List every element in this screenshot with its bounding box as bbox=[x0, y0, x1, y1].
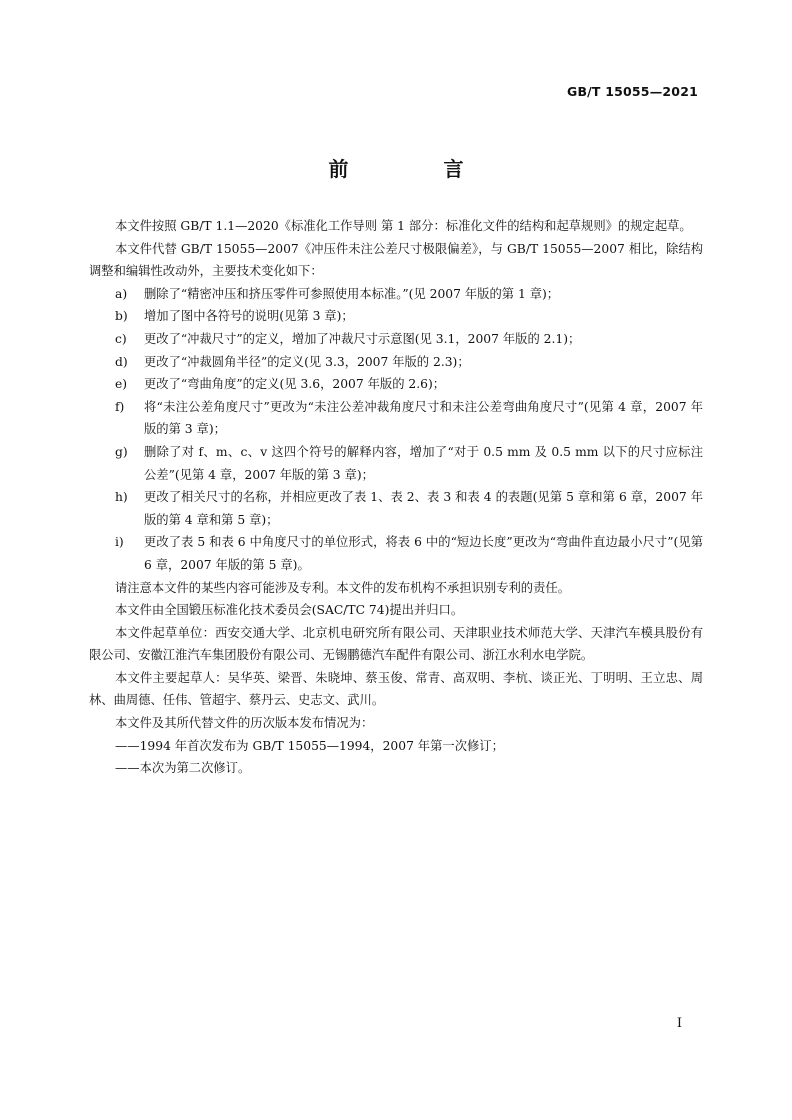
change-item-text: 更改了相关尺寸的名称，并相应更改了表 1、表 2、表 3 和表 4 的表题(见第 5 章和第 6 章，2007 年版的第 4 章和第 5 章)； bbox=[144, 490, 703, 527]
history-item: ——1994 年首次发布为 GB/T 15055—1994，2007 年第一次修订； bbox=[115, 738, 504, 753]
change-item-text: 更改了表 5 和表 6 中角度尺寸的单位形式，将表 6 中的“短边长度”更改为“弯曲件直边最小尺寸”(见第 6 章，2007 年版的第 5 章)。 bbox=[144, 535, 703, 572]
change-item-label: f) bbox=[115, 399, 125, 414]
change-item bbox=[89, 351, 703, 374]
change-item bbox=[89, 283, 703, 306]
history-item: ——本次为第二次修订。 bbox=[115, 761, 251, 776]
paragraph-drafters: 本文件主要起草人：吴华英、梁晋、朱晓坤、蔡玉俊、常青、高双明、李杭、谈正光、丁明明、王立忠、周林、曲周德、任伟、管超宇、蔡丹云、史志文、武川。 bbox=[89, 670, 703, 708]
paragraph-patent-notice: 请注意本文件的某些内容可能涉及专利。本文件的发布机构不承担识别专利的责任。 bbox=[115, 580, 570, 595]
change-list bbox=[89, 283, 703, 577]
change-item bbox=[89, 305, 703, 328]
paragraph-replacement: 本文件代替 GB/T 15055—2007《冲压件未注公差尺寸极限偏差》，与 GB/T 15055—2007 相比，除结构调整和编辑性改动外，主要技术变化如下： bbox=[89, 241, 703, 279]
change-item-label: a) bbox=[115, 286, 128, 301]
change-item-text: 增加了图中各符号的说明(见第 3 章)； bbox=[144, 309, 354, 324]
page-title: 前 言 bbox=[328, 157, 508, 181]
change-item-text: 更改了“弯曲角度”的定义(见 3.6，2007 年版的 2.6)； bbox=[144, 377, 446, 392]
change-item-text: 更改了“冲裁尺寸”的定义，增加了冲裁尺寸示意图(见 3.1，2007 年版的 2.1)； bbox=[144, 331, 581, 346]
paragraph-drafting-units: 本文件起草单位：西安交通大学、北京机电研究所有限公司、天津职业技术师范大学、天津汽车模具股份有限公司、安徽江淮汽车集团股份有限公司、无锡鹏德汽车配件有限公司、浙江水利水电学院。 bbox=[89, 625, 703, 663]
paragraph-history-intro: 本文件及其所代替文件的历次版本发布情况为： bbox=[115, 716, 374, 731]
change-item-label: c) bbox=[115, 331, 127, 346]
standard-id: GB/T 15055—2021 bbox=[566, 84, 698, 99]
change-item-label: g) bbox=[115, 444, 128, 459]
change-item bbox=[89, 441, 703, 486]
change-item-text: 更改了“冲裁圆角半径”的定义(见 3.3，2007 年版的 2.3)； bbox=[144, 354, 470, 369]
change-item bbox=[89, 328, 703, 351]
change-item bbox=[89, 486, 703, 531]
change-item-label: b) bbox=[115, 309, 128, 324]
change-item-label: d) bbox=[115, 354, 128, 369]
paragraph-drafting-rules: 本文件按照 GB/T 1.1—2020《标准化工作导则 第 1 部分：标准化文件的结构和起草规则》的规定起草。 bbox=[115, 219, 692, 233]
change-item bbox=[89, 373, 703, 396]
document-body bbox=[89, 215, 703, 780]
change-item-text: 删除了“精密冲压和挤压零件可参照使用本标准。”(见 2007 年版的第 1 章)； bbox=[144, 286, 560, 301]
page-number: I bbox=[676, 1016, 682, 1031]
paragraph-committee: 本文件由全国锻压标准化技术委员会(SAC/TC 74)提出并归口。 bbox=[115, 603, 464, 618]
change-item bbox=[89, 531, 703, 576]
change-item-label: h) bbox=[115, 490, 128, 505]
change-item-label: i) bbox=[115, 535, 124, 550]
change-item-text: 将“未注公差角度尺寸”更改为“未注公差冲裁角度尺寸和未注公差弯曲角度尺寸”(见第 4 章，2007 年版的第 3 章)； bbox=[144, 399, 703, 437]
change-item-text: 删除了对 f、m、c、v 这四个符号的解释内容，增加了“对于 0.5 mm 及 0.5 mm 以下的尺寸应标注公差”(见第 4 章，2007 年版的第 3 章)； bbox=[144, 444, 703, 482]
change-item-label: e) bbox=[115, 377, 128, 392]
change-item bbox=[89, 396, 703, 441]
